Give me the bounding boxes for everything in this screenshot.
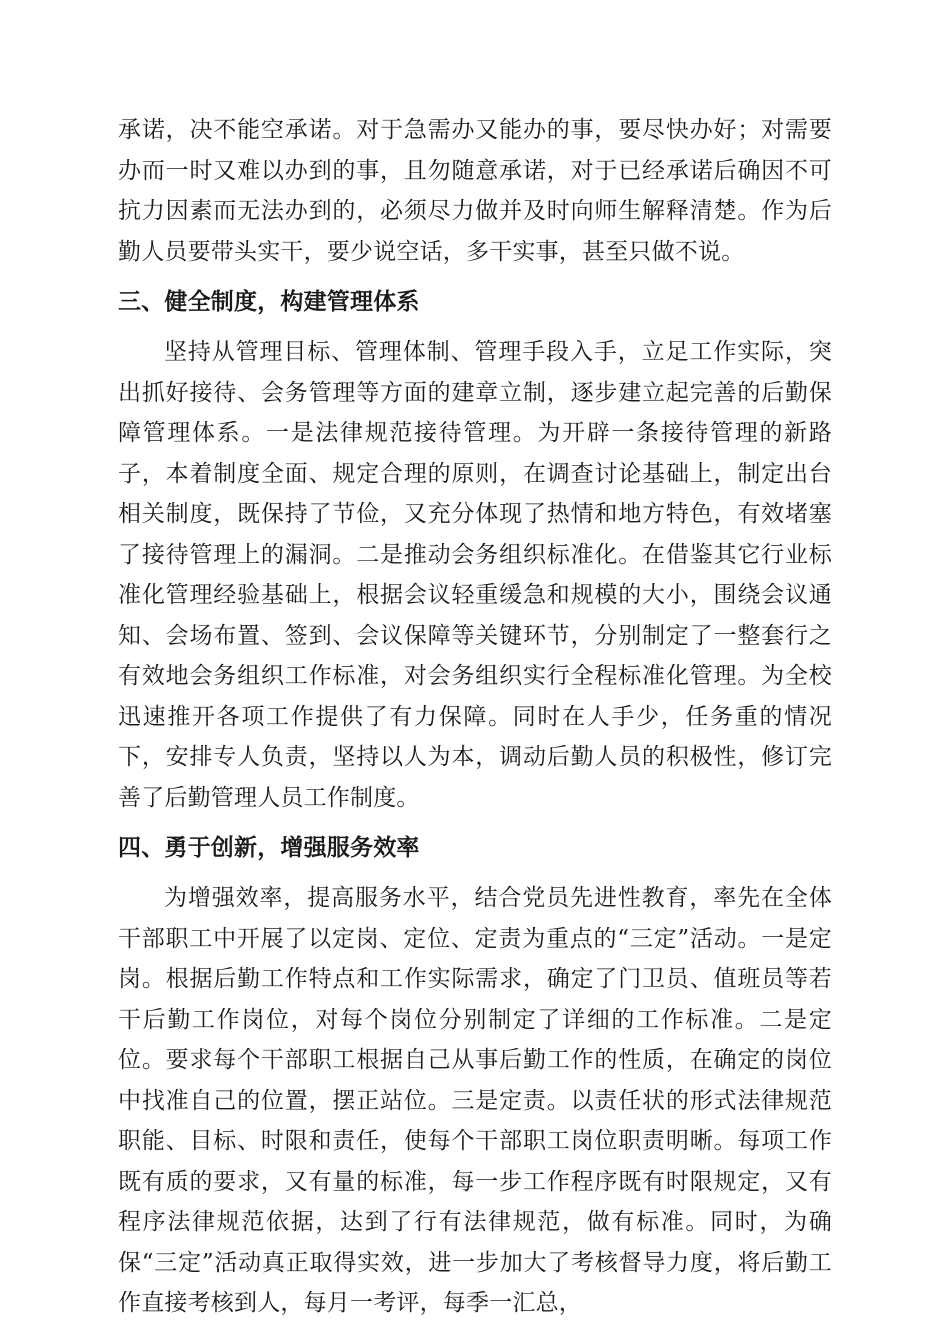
section-heading-4: 四、勇于创新，增强服务效率 [118,834,420,861]
paragraph-continuation: 承诺，决不能空承诺。对于急需办又能办的事，要尽快办好；对需要办而一时又难以办到的事，且勿随意承诺，对于已经承诺后确因不可抗力因素而无法办到的，必须尽力做并及时向师生解释清楚。作为后勤人员要带头实干，要少说空话，多干实事，甚至只做不说。 [118,117,832,265]
paragraph-innovation: 为增强效率，提高服务水平，结合党员先进性教育，率先在全体干部职工中开展了以定岗、定位、定责为重点的“三定”活动。一是定岗。根据后勤工作特点和工作实际需求，确定了门卫员、值班员等若干后勤工作岗位，对每个岗位分别制定了详细的工作标准。二是定位。要求每个干部职工根据自己从事后勤工作的性质，在确定的岗位中找准自己的位置，摆正站位。三是定责。以责任状的形式法律规范职能、目标、时限和责任，使每个干部职工岗位职责明晰。每项工作既有质的要求，又有量的标准，每一步工作程序既有时限规定，又有程序法律规范依据，达到了行有法律规范，做有标准。同时，为确保“三定”活动真正取得实效，进一步加大了考核督导力度，将后勤工作直接考核到人，每月一考评，每季一汇总， [118,885,832,1316]
paragraph-system-building: 坚持从管理目标、管理体制、管理手段入手，立足工作实际，突出抓好接待、会务管理等方面的建章立制，逐步建立起完善的后勤保障管理体系。一是法律规范接待管理。为开辟一条接待管理的新路子，本着制度全面、规定合理的原则，在调查讨论基础上，制定出台相关制度，既保持了节俭，又充分体现了热情和地方特色，有效堵塞了接待管理上的漏洞。二是推动会务组织标准化。在借鉴其它行业标准化管理经验基础上，根据会议轻重缓急和规模的大小，围绕会议通知、会场布置、签到、会议保障等关键环节，分别制定了一整套行之有效地会务组织工作标准，对会务组织实行全程标准化管理。为全校迅速推开各项工作提供了有力保障。同时在人手少，任务重的情况下，安排专人负责，坚持以人为本，调动后勤人员的积极性，修订完善了后勤管理人员工作制度。 [118,339,832,811]
section-heading-3: 三、健全制度，构建管理体系 [118,288,420,315]
document-body [118,110,832,1324]
